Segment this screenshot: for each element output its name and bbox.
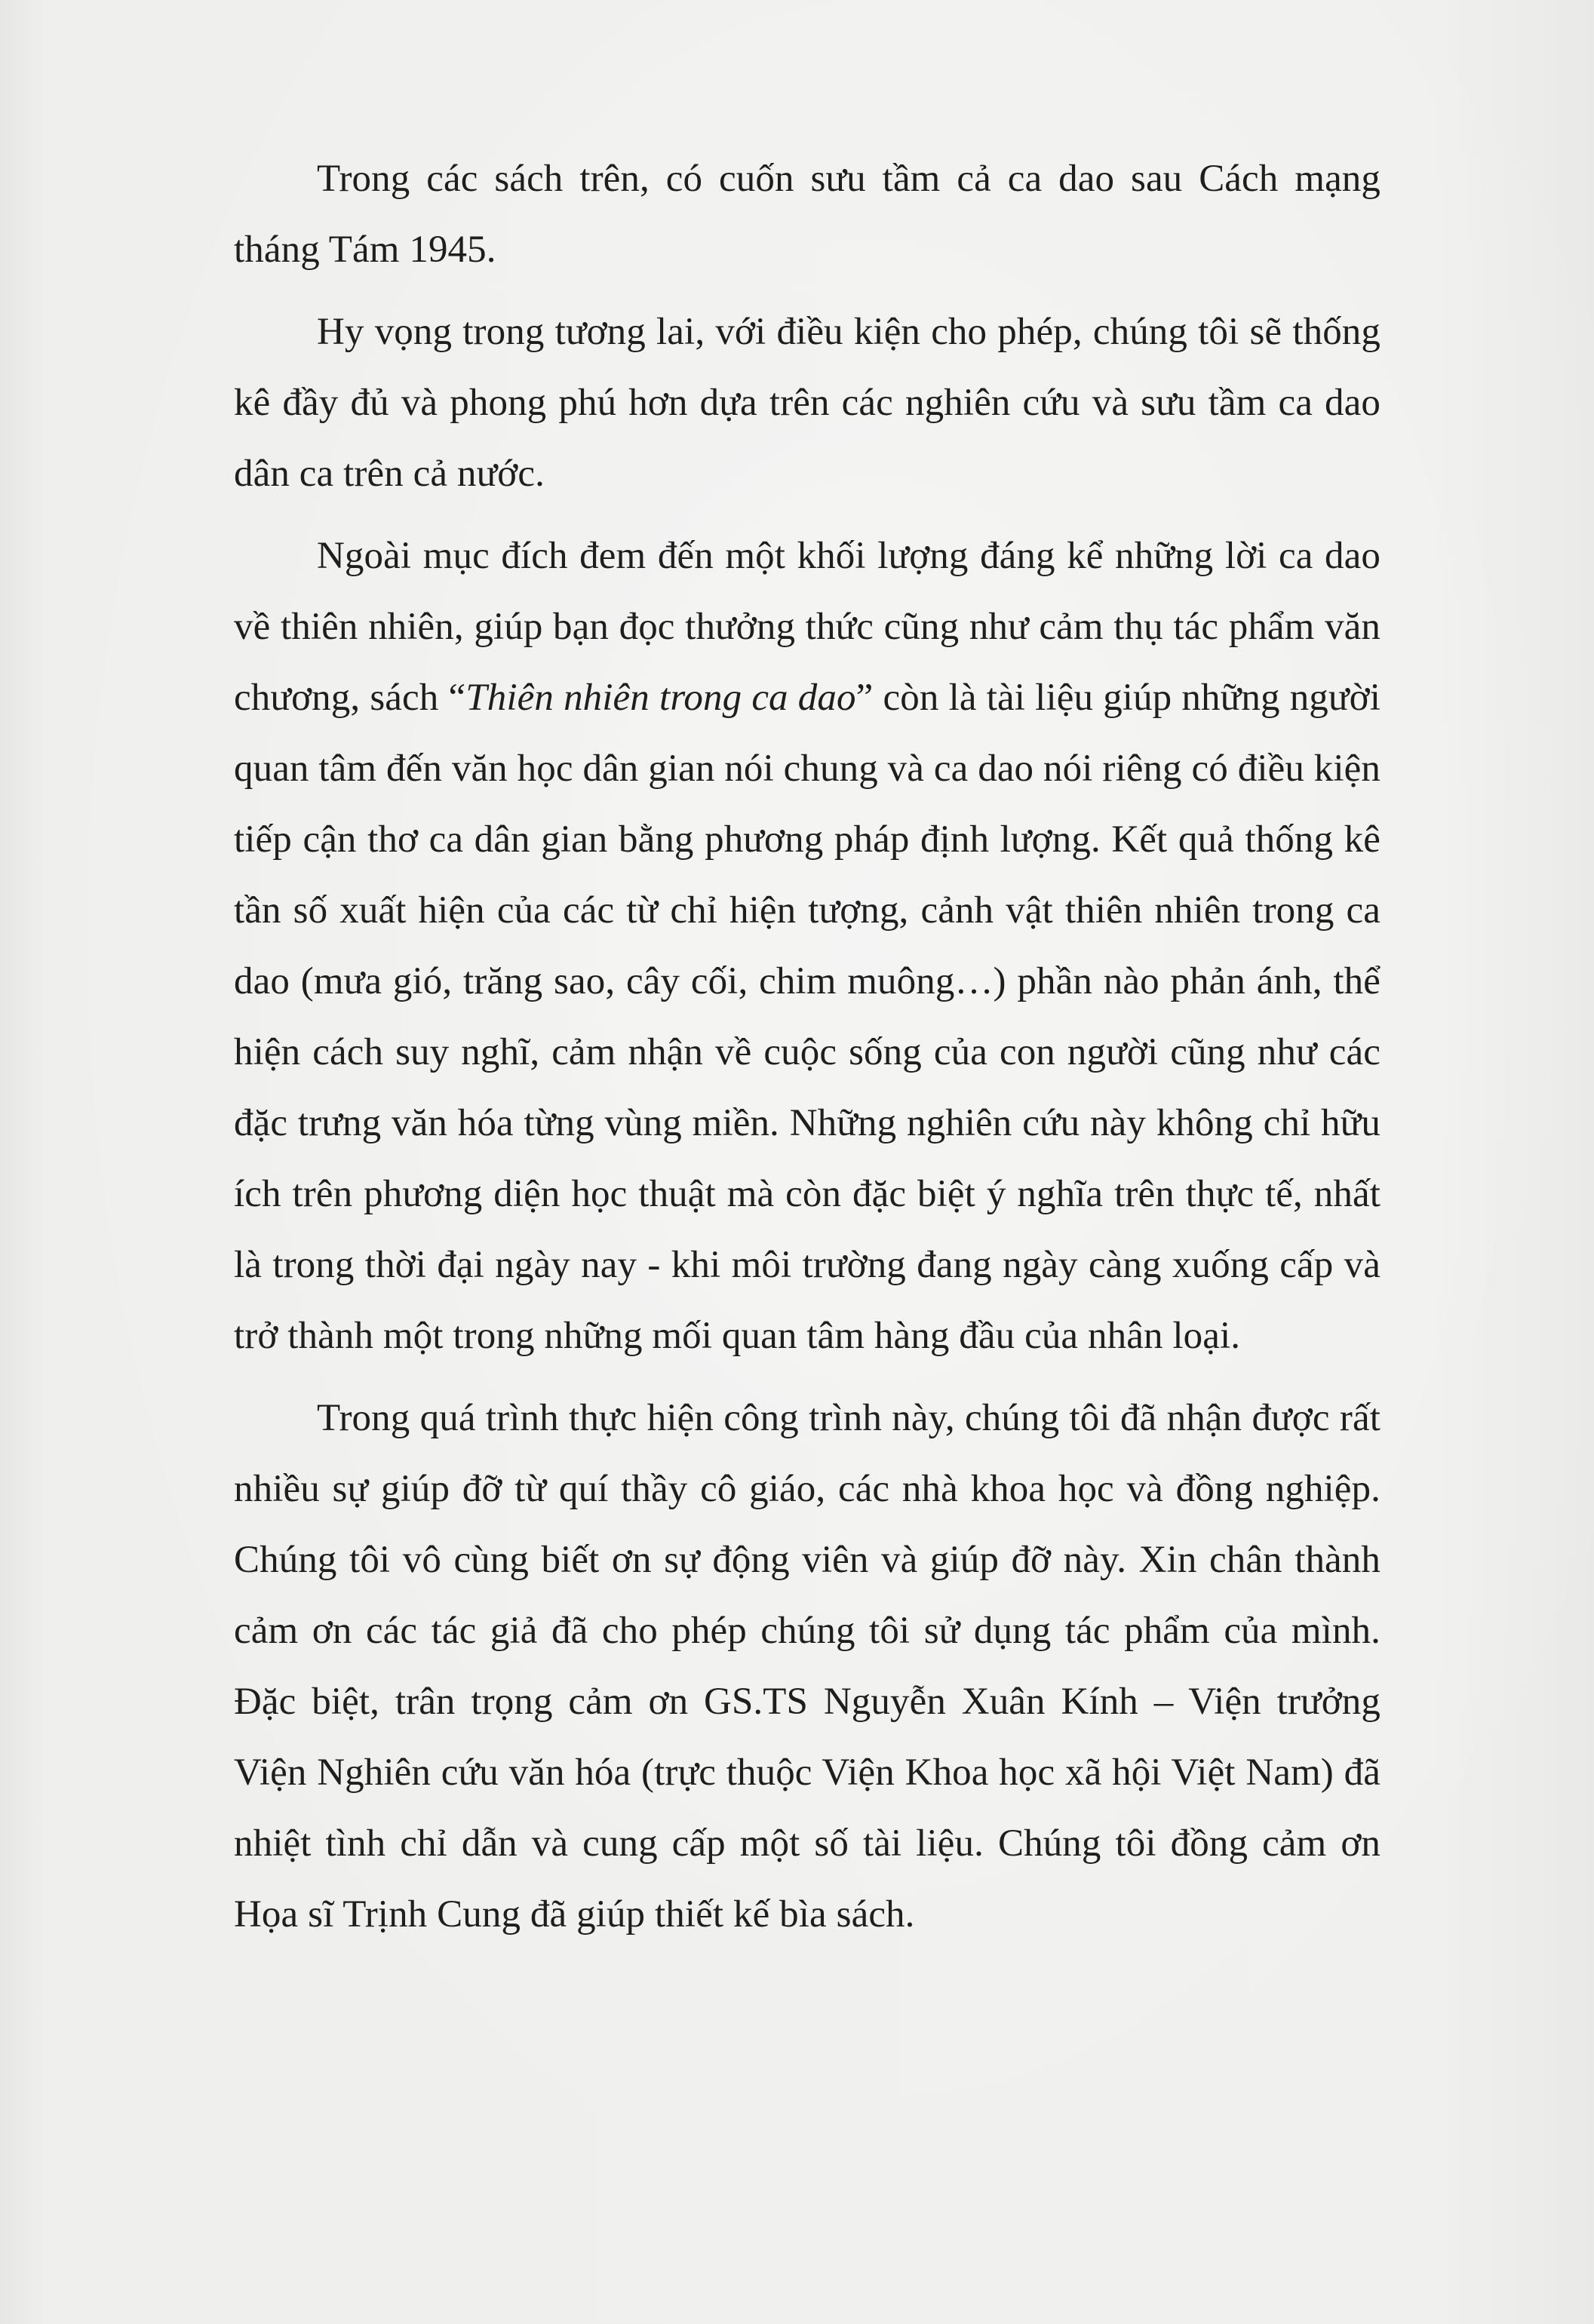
body-text [234,143,1381,1950]
paragraph-2-text: Hy vọng trong tương lai, với điều kiện cho phép, chúng tôi sẽ thống kê đầy đủ và phong phú hơn dựa trên các nghiên cứu và sưu tầm ca dao dân ca trên cả nước. [234,311,1381,495]
paragraph-3-text-after: ” còn là tài liệu giúp những người quan tâm đến văn học dân gian nói chung và ca dao nói riêng có điều kiện tiếp cận thơ ca dân gian bằng phương pháp định lượng. Kết quả thống kê tần số xuất hiện của các từ chỉ hiện tượng, cảnh vật thiên nhiên trong ca dao (mưa gió, trăng sao, cây cối, chim muông…) phần nào phản ánh, thể hiện cách suy nghĩ, cảm nhận về cuộc sống của con người cũng như các đặc trưng văn hóa từng vùng miền. Những nghiên cứu này không chỉ hữu ích trên phương diện học thuật mà còn đặc biệt ý nghĩa trên thực tế, nhất là trong thời đại ngày nay - khi môi trường đang ngày càng xuống cấp và trở thành một trong những mối quan tâm hàng đầu của nhân loại. [234,677,1381,1357]
paragraph-3 [234,520,1381,1371]
paragraph-4-text: Trong quá trình thực hiện công trình này, chúng tôi đã nhận được rất nhiều sự giúp đỡ từ quí thầy cô giáo, các nhà khoa học và đồng nghiệp. Chúng tôi vô cùng biết ơn sự động viên và giúp đỡ này. Xin chân thành cảm ơn các tác giả đã cho phép chúng tôi sử dụng tác phẩm của mình. Đặc biệt, trân trọng cảm ơn GS.TS Nguyễn Xuân Kính – Viện trưởng Viện Nghiên cứu văn hóa (trực thuộc Viện Khoa học xã hội Việt Nam) đã nhiệt tình chỉ dẫn và cung cấp một số tài liệu. Chúng tôi đồng cảm ơn Họa sĩ Trịnh Cung đã giúp thiết kế bìa sách. [234,1397,1381,1936]
paragraph-2 [234,296,1381,509]
paragraph-1-text: Trong các sách trên, có cuốn sưu tầm cả ca dao sau Cách mạng tháng Tám 1945. [234,158,1381,271]
book-title: Thiên nhiên trong ca dao [465,677,856,719]
paragraph-1 [234,143,1381,285]
paragraph-4 [234,1383,1381,1950]
paragraph-3-text-before: Ngoài mục đích đem đến một khối lượng đáng kể những lời ca dao về thiên nhiên, giúp bạn đọc thưởng thức cũng như cảm thụ tác phẩm văn chương, sách “ [234,535,1381,719]
